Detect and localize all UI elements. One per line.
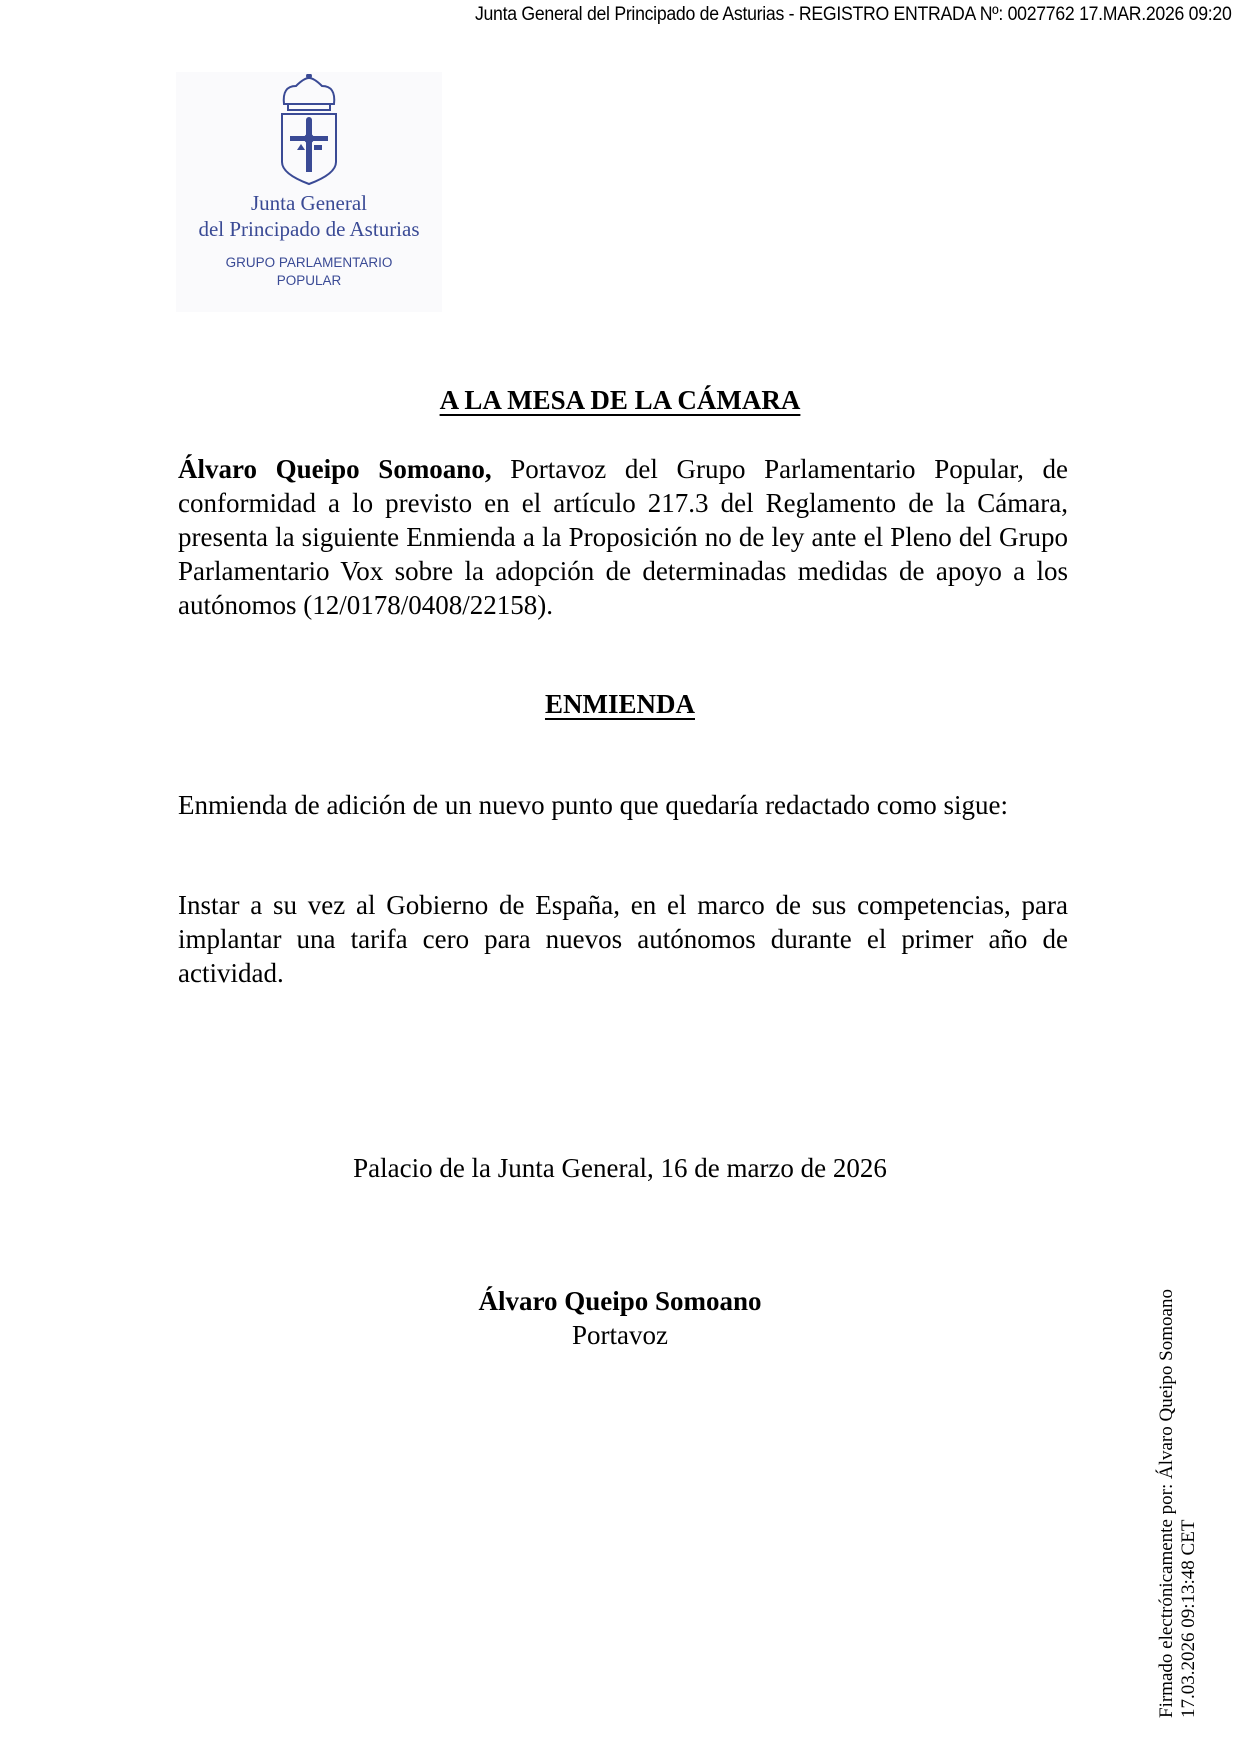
logo-group-line1: GRUPO PARLAMENTARIO [225,255,393,270]
signature-line1: Firmado electrónicamente por: Álvaro Queipo Somoano [1156,1289,1177,1718]
logo-title-line1: Junta General [250,191,368,215]
institution-logo [176,72,442,312]
addressee-heading: A LA MESA DE LA CÁMARA [439,385,801,415]
signatory-role: Portavoz [572,1320,668,1350]
asturias-coat-of-arms-icon [274,74,344,186]
amendment-intro: Enmienda de adición de un nuevo punto que quedaría redactado como sigue: [178,790,1008,820]
logo-group-line2: POPULAR [276,273,342,288]
logo-title-line2: del Principado de Asturias [198,217,420,241]
amendment-text: Instar a su vez al Gobierno de España, en el marco de sus competencias, para implantar una tarifa cero para nuevos autónomos durante el primer año de actividad. [178,890,1068,988]
intro-text: Portavoz del Grupo Parlamentario Popular, de conformidad a lo previsto en el artículo 217.3 del Reglamento de la Cámara, presenta la siguiente Enmienda a la Proposición no de ley ante el Pleno del Grupo Parlamentario Vox sobre la adopción de determinadas medidas de apoyo a los autónomos (12/0178/0408/22158). [178,454,1068,620]
signatory-name: Álvaro Queipo Somoano [478,1286,762,1316]
signature-line2: 17.03.2026 09:13:48 CET [1178,1519,1199,1718]
place-date: Palacio de la Junta General, 16 de marzo de 2026 [353,1153,887,1183]
registry-stamp: Junta General del Principado de Asturias - REGISTRO ENTRADA Nº: 0027762 17.MAR.2026 09:20 [475,4,1232,25]
electronic-signature [1156,1289,1200,1718]
intro-paragraph [178,452,1068,622]
section-title: ENMIENDA [544,689,695,719]
author-name: Álvaro Queipo Somoano, [178,454,492,484]
